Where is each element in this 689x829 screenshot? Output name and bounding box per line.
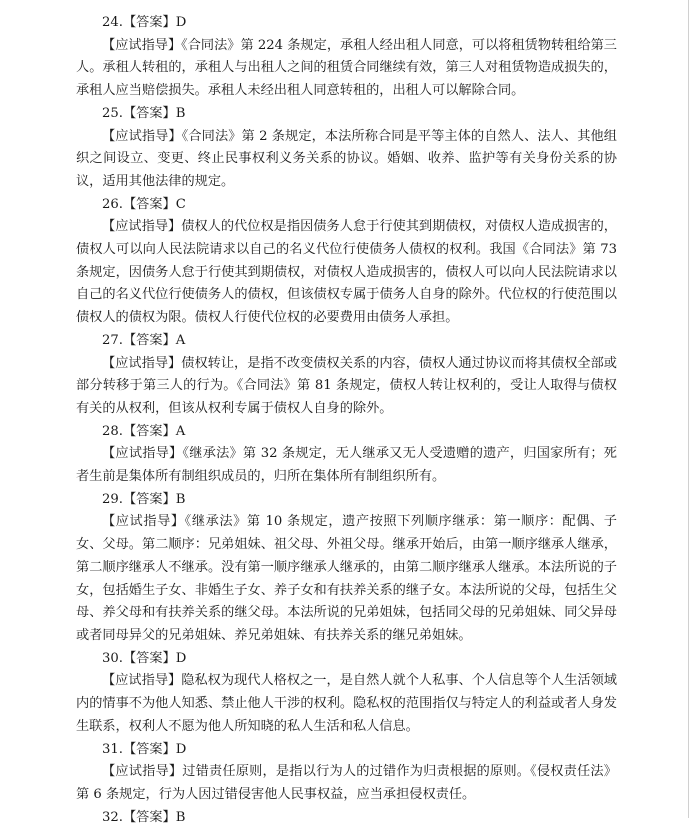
exam-guidance: 【应试指导】隐私权为现代人格权之一，是自然人就个人私事、个人信息等个人生活领域内的情事不为他人知悉、禁止他人干涉的权利。隐私权的范围指仅与特定人的利益或者人身发生联系，权利人不愿为他人所知晓的私人生活和私人信息。 xyxy=(76,673,617,734)
answer-label: 30.【答案】D xyxy=(102,650,187,666)
exam-guidance: 【应试指导】《继承法》第 10 条规定，遗产按照下列顺序继承：第一顺序：配偶、子女、父母。第二顺序：兄弟姐妹、祖父母、外祖父母。继承开始后，由第一顺序继承人继承，第二顺序继承人不继承。没有第一顺序继承人继承的，由第二顺序继承人继承。本法所说的子女，包括婚生子女、非婚生子女、养子女和有扶养关系的继子女。本法所说的父母，包括生父母、养父母和有扶养关系的继父母。本法所说的兄弟姐妹，包括同父母的兄弟姐妹、同父异母或者同母异父的兄弟姐妹、养兄弟姐妹、有扶养关系的继兄弟姐妹。 xyxy=(76,514,617,643)
answer-item-28 xyxy=(76,421,617,489)
exam-guidance: 【应试指导】《继承法》第 32 条规定，无人继承又无人受遗赠的遗产，归国家所有；死者生前是集体所有制组织成员的，归所在集体所有制组织所有。 xyxy=(76,446,617,485)
answer-label: 29.【答案】B xyxy=(102,491,186,507)
answer-label: 32.【答案】B xyxy=(102,809,186,825)
exam-guidance: 【应试指导】债权转让，是指不改变债权关系的内容，债权人通过协议而将其债权全部或部分转移于第三人的行为。《合同法》第 81 条规定，债权人转让权利的，受让人取得与债权有关的从权利，但该从权利专属于债权人自身的除外。 xyxy=(76,355,617,416)
answer-item-30 xyxy=(76,648,617,739)
answer-item-27 xyxy=(76,330,617,421)
answer-label: 25.【答案】B xyxy=(102,105,186,121)
answer-item-24 xyxy=(76,12,617,103)
answer-item-29 xyxy=(76,489,617,648)
answer-label: 28.【答案】A xyxy=(102,423,186,439)
exam-guidance: 【应试指导】过错责任原则，是指以行为人的过错作为归责根据的原则。《侵权责任法》第 6 条规定，行为人因过错侵害他人民事权益，应当承担侵权责任。 xyxy=(76,764,617,802)
answer-label: 27.【答案】A xyxy=(102,332,186,348)
answer-label: 31.【答案】D xyxy=(102,741,187,757)
exam-guidance: 【应试指导】《合同法》第 224 条规定，承租人经出租人同意，可以将租赁物转租给第三人。承租人转租的，承租人与出租人之间的租赁合同继续有效，第三人对租赁物造成损失的，承租人应当赔偿损失。承租人未经出租人同意转租的，出租人可以解除合同。 xyxy=(76,37,617,99)
answer-item-25 xyxy=(76,103,617,194)
answer-item-31 xyxy=(76,739,617,807)
answer-list xyxy=(76,12,617,829)
answer-label: 26.【答案】C xyxy=(102,196,186,212)
exam-guidance: 【应试指导】债权人的代位权是指因债务人怠于行使其到期债权，对债权人造成损害的，债权人可以向人民法院请求以自己的名义代位行使债务人债权的权利。我国《合同法》第 73 条规定，因债务人怠于行使其到期债权，对债权人造成损害的，债权人可以向人民法院请求以自己的名义代位行使债务人的债权，但该债权专属于债务人自身的除外。代位权的行使范围以债权人的债权为限。债权人行使代位权的必要费用由债务人承担。 xyxy=(76,219,617,326)
answer-item-26 xyxy=(76,194,617,330)
exam-guidance: 【应试指导】《合同法》第 2 条规定，本法所称合同是平等主体的自然人、法人、其他组织之间设立、变更、终止民事权利义务关系的协议。婚姻、收养、监护等有关身份关系的协议，适用其他法律的规定。 xyxy=(76,128,617,189)
answer-label: 24.【答案】D xyxy=(102,15,187,30)
